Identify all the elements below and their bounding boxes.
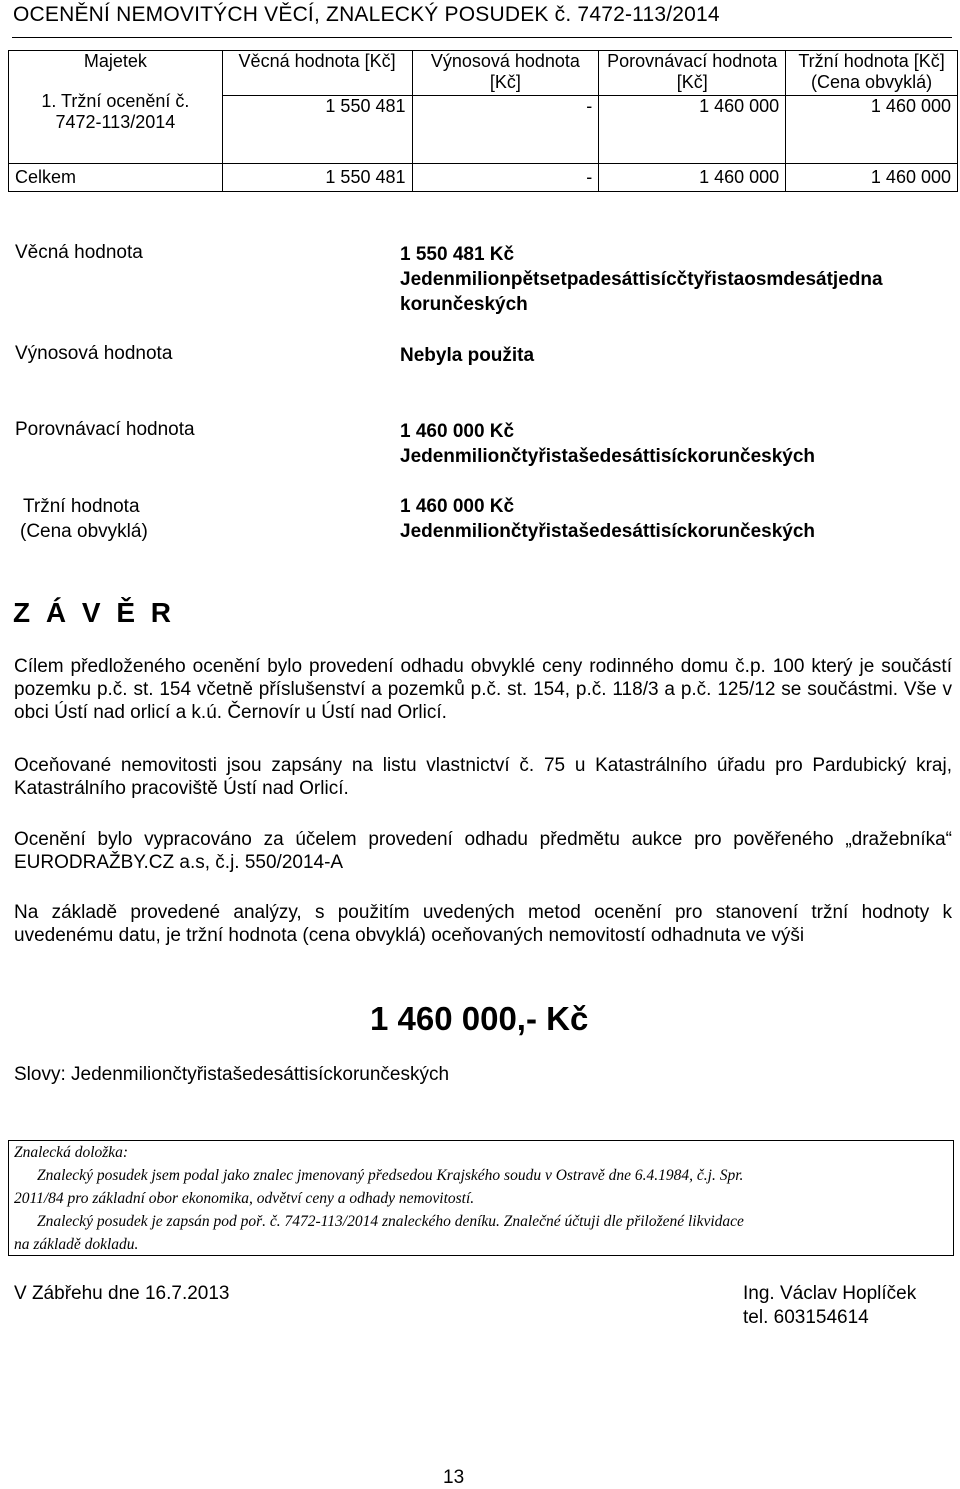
final-value: 1 460 000,- Kč [370, 1000, 589, 1037]
page-number: 13 [443, 1467, 465, 1488]
vecna-amount: 1 550 481 Kč [400, 244, 515, 265]
table-header-row [9, 51, 958, 96]
row-label-line1: 1. Tržní ocenění č. [41, 90, 190, 111]
col-vynosova: Výnosová hodnota [Kč] [412, 51, 599, 96]
trzni-value-block [400, 494, 815, 544]
header-rule [12, 37, 952, 38]
col-vecna: Věcná hodnota [Kč] [222, 51, 412, 96]
col-majetek: Majetek [9, 51, 223, 96]
row-label-line2: 7472-113/2014 [55, 111, 176, 132]
conclusion-paragraph-2: Oceňované nemovitosti jsou zapsány na listu vlastnictví č. 75 u Katastrálního úřadu pro Pardubický kraj, Katastrálního pracoviště Ústí nad Orlicí. [14, 755, 952, 799]
expert-name: Ing. Václav Hoplíček [743, 1283, 917, 1304]
valuation-table [8, 50, 958, 192]
vecna-value-block [400, 242, 960, 317]
conclusion-paragraph-1: Cílem předloženého ocenění bylo provedení odhadu obvyklé ceny rodinného domu č.p. 100 který je součástí pozemku p.č. st. 154 včetně příslušenství a pozemků p.č. st. 154, p.č. 118/3 a p.č. 125/12 se součástmi. Vše v obci Ústí nad orlicí a k.ú. Černovír u Ústí nad Orlicí. [14, 656, 952, 723]
vynosova-label: Výnosová hodnota [15, 343, 173, 364]
porovnavaci-amount: 1 460 000 Kč [400, 421, 515, 442]
trzni-label-block [15, 494, 148, 544]
document-header: OCENĚNÍ NEMOVITÝCH VĚCÍ, ZNALECKÝ POSUDEK č. 7472-113/2014 [13, 3, 720, 26]
conclusion-paragraph-4: Na základě provedené analýzy, s použitím uvedených metod ocenění pro stanovení tržní hodnoty k uvedenému datu, je tržní hodnota (cena obvyklá) oceňovaných nemovitostí odhadnuta ve výši [14, 902, 952, 946]
expert-clause-title: Znalecká doložka: [14, 1144, 129, 1161]
place-date: V Zábřehu dne 16.7.2013 [14, 1283, 230, 1304]
trzni-label-1: Tržní hodnota [23, 496, 140, 517]
row-porovnavaci-value: 1 460 000 [599, 96, 786, 164]
trzni-label-2: (Cena obvyklá) [20, 521, 148, 542]
trzni-words: Jedenmiliončtyřistašedesáttisíckorunčeských [400, 521, 816, 542]
expert-clause-line-1: Znalecký posudek jsem podal jako znalec jmenovaný předsedou Krajského soudu v Ostravě dne 6.4.1984, č.j. Spr. [37, 1167, 744, 1184]
table-row [9, 96, 958, 164]
porovnavaci-words: Jedenmiliončtyřistašedesáttisíckorunčeských [400, 446, 816, 467]
table-total-row [9, 164, 958, 192]
total-porovnavaci: 1 460 000 [599, 164, 786, 192]
expert-clause-line-4: na základě dokladu. [14, 1236, 139, 1253]
porovnavaci-label: Porovnávací hodnota [15, 419, 195, 440]
conclusion-heading: Z Á V Ě R [13, 597, 176, 628]
row-vynosova-value: - [412, 96, 599, 164]
vecna-label: Věcná hodnota [15, 242, 143, 263]
conclusion-paragraph-3: Ocenění bylo vypracováno za účelem provedení odhadu předmětu aukce pro pověřeného „dražebníka“ EURODRAŽBY.CZ a.s, č.j. 550/2014-A [14, 829, 952, 873]
col-trzni: Tržní hodnota [Kč] (Cena obvyklá) [786, 51, 958, 96]
total-trzni: 1 460 000 [786, 164, 958, 192]
row-label [9, 90, 223, 164]
expert-phone: tel. 603154614 [743, 1307, 869, 1328]
trzni-amount: 1 460 000 Kč [400, 496, 515, 517]
expert-clause-line-2: 2011/84 pro základní obor ekonomika, odvětví ceny a odhady nemovitostí. [14, 1190, 475, 1207]
col-porovnavaci: Porovnávací hodnota [Kč] [599, 51, 786, 96]
row-vecna-value: 1 550 481 [222, 96, 412, 164]
total-vynosova: - [412, 164, 599, 192]
row-trzni-value: 1 460 000 [786, 96, 958, 164]
porovnavaci-value-block [400, 419, 815, 469]
total-vecna: 1 550 481 [222, 164, 412, 192]
vynosova-value: Nebyla použita [400, 345, 535, 366]
total-label: Celkem [9, 164, 223, 192]
final-value-words: Slovy: Jedenmiliončtyřistašedesáttisíckorunčeských [14, 1064, 450, 1085]
vecna-words: Jedenmilionpětsetpadesáttisícčtyřistaosmdesátjedna korunčeských [400, 269, 883, 315]
expert-clause-line-3: Znalecký posudek je zapsán pod poř. č. 7472-113/2014 znaleckého deníku. Znalečné účtuji dle přiložené likvidace [37, 1213, 744, 1230]
